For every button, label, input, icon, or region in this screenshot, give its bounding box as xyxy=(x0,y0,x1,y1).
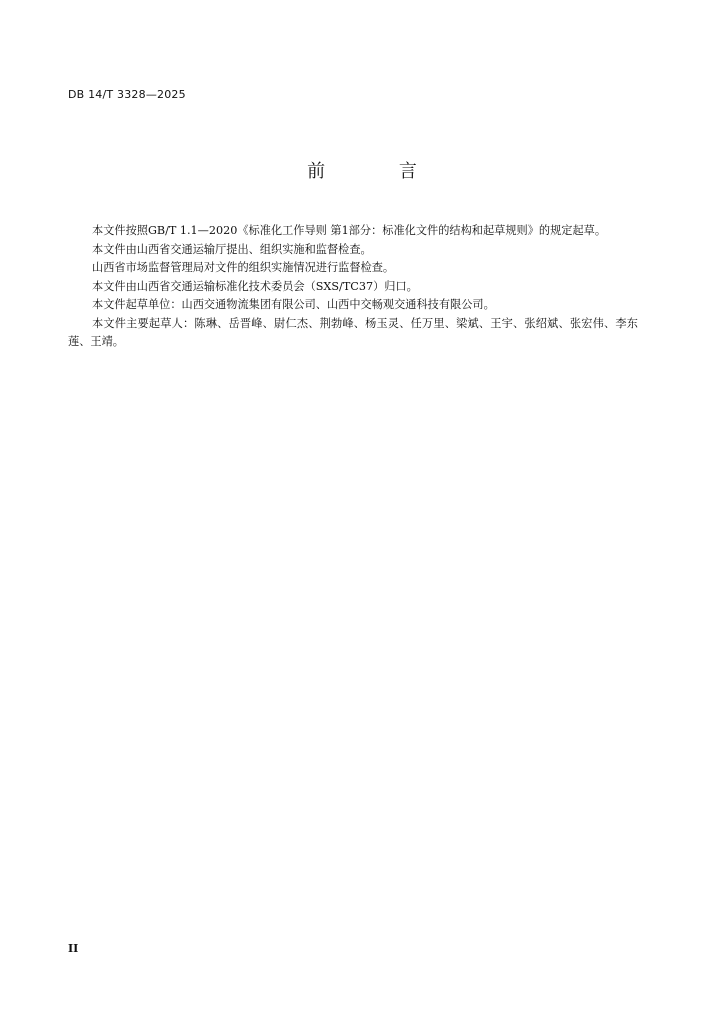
paragraph-drafters: 本文件主要起草人：陈琳、岳晋峰、尉仁杰、荆勃峰、杨玉灵、任万里、梁斌、王宇、张绍斌、张宏伟、李东莲、王靖。 xyxy=(68,316,638,348)
paragraph-technical-committee: 本文件由山西省交通运输标准化技术委员会（SXS/TC37）归口。 xyxy=(92,279,418,293)
page-title: 前 言 xyxy=(307,161,451,182)
paragraph-supervision: 山西省市场监督管理局对文件的组织实施情况进行监督检查。 xyxy=(92,261,395,274)
page-number: II xyxy=(68,942,79,955)
paragraph-proposer: 本文件由山西省交通运输厅提出、组织实施和监督检查。 xyxy=(92,242,372,256)
preface-body xyxy=(68,222,638,352)
document-code: DB 14/T 3328—2025 xyxy=(68,88,186,101)
paragraph-drafting-basis: 本文件按照GB/T 1.1—2020《标准化工作导则 第1部分：标准化文件的结构和起草规则》的规定起草。 xyxy=(92,224,607,237)
paragraph-drafting-units: 本文件起草单位：山西交通物流集团有限公司、山西中交畅观交通科技有限公司。 xyxy=(92,298,495,311)
